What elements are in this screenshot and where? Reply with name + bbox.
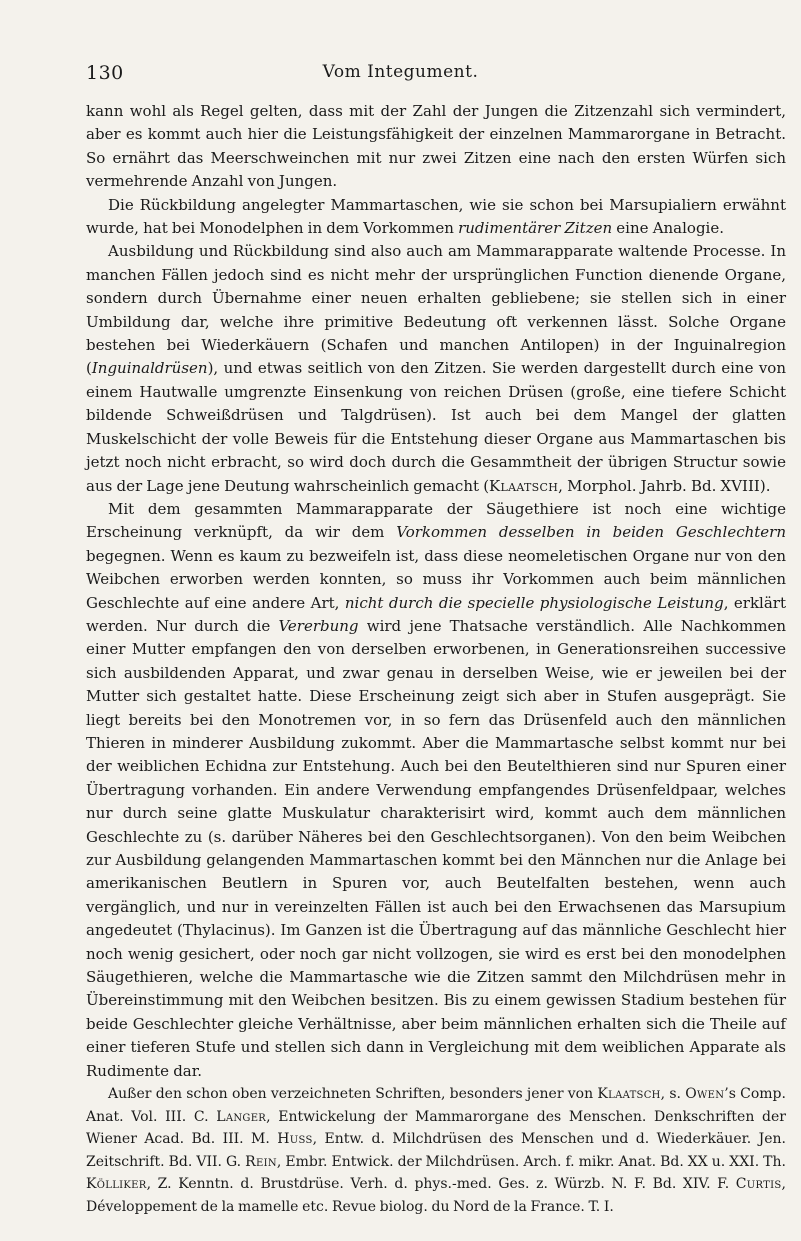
author-curtis: Curtis bbox=[735, 1176, 782, 1193]
paragraph-4-text: Mit dem gesammten Mammarapparate der Säugethiere ist noch eine wichtige Erscheinung verknüpft, da wir dem bbox=[86, 499, 786, 542]
author-klaatsch-ref: Klaatsch bbox=[597, 1086, 661, 1103]
literature-paragraph bbox=[86, 1083, 786, 1218]
author-koelliker: Kölliker bbox=[86, 1176, 147, 1193]
paragraph-3-mid: ), und etwas seitlich von den Zitzen. Sie werden dargestellt durch eine von einem Hautwalle umgrenzte Einsenkung von reichen Drüsen (große, eine tiefere Schicht bildende Schweißdrüsen und Talgdrüsen). Ist auch bei dem Mangel der glatten Muskelschicht der volle Beweis für die Entstehung dieser Organe aus Mammartaschen bis jetzt noch nicht erbracht, so wird doch durch die Gesammtheit der übrigen Structur sowie aus der Lage jene Deutung wahrscheinlich gemacht ( bbox=[86, 359, 786, 495]
emphasis-leistung: nicht durch die specielle physiologische Leistung bbox=[344, 593, 724, 612]
page-number: 130 bbox=[86, 62, 124, 84]
paragraph-2-text: Die Rückbildung angelegter Mammartaschen, wie sie schon bei Marsupialiern erwähnt wurde, hat bei Monodelphen in dem Vorkommen bbox=[86, 195, 786, 238]
paragraph-4 bbox=[86, 498, 786, 1083]
emphasis-rudimentaerer-zitzen: rudimentärer Zitzen bbox=[458, 219, 613, 238]
note-text: , Embr. Entwick. der Milchdrüsen. Arch. f. mikr. Anat. Bd. XX u. XXI. Th. bbox=[276, 1153, 786, 1170]
paragraph-4-tail: wird jene Thatsache verständlich. Alle Nachkommen einer Mutter empfangen den von derselben erworbenen, in Generationsreihen successive sich ausbildenden Apparat, und zwar genau in derselben Weise, wie er jeweilen bei der Mutter sich gestaltet hatte. Diese Erscheinung zeigt sich aber in Stufen ausgeprägt. Sie liegt bereits bei den Monotremen vor, in so fern das Drüsenfeld auch den männlichen Thieren in minderer Ausbildung zukommt. Aber die Mammartasche selbst kommt nur bei der weiblichen Echidna zur Entstehung. Auch bei den Beutelthieren sind nur Spuren einer Übertragung vorhanden. Ein andere Verwendung empfangendes Drüsenfeldpaar, welches nur durch seine glatte Muskulatur charakterisirt wird, kommt auch dem männlichen Geschlechte zu (s. darüber Näheres bei den Geschlechtsorganen). Von den beim Weibchen zur Ausbildung gelangenden Mammartaschen kommt bei den Männchen nur die Anlage bei amerikanischen Beutlern in Spuren vor, auch Beutelfalten bestehen, wenn auch vergänglich, und nur in vereinzelten Fällen ist auch bei den Erwachsenen das Marsupium angedeutet (Thylacinus). Im Ganzen ist die Übertragung auf das männliche Geschlecht hier noch wenig gesichert, oder noch gar nicht vollzogen, sie wird es erst bei den monodelphen Säugethieren, welche die Mammartasche wie die Zitzen sammt den Milchdrüsen mehr in Übereinstimmung mit den Weibchen besitzen. Bis zu einem gewissen Stadium bestehen für beide Geschlechter gleiche Verhältnisse, aber beim männlichen erhalten sich die Theile auf einer tieferen Stufe und stellen sich dann in Vergleichung mit dem weiblichen Apparate als Rudimente dar. bbox=[86, 616, 786, 1080]
paragraph-3-tail: , Morphol. Jahrb. Bd. XVIII). bbox=[558, 476, 771, 495]
author-huss: Huss bbox=[277, 1131, 313, 1148]
author-langer: Langer bbox=[216, 1108, 267, 1125]
paragraph-2 bbox=[86, 194, 786, 241]
main-text bbox=[86, 100, 786, 1218]
author-rein: Rein bbox=[245, 1153, 277, 1170]
author-klaatsch: Klaatsch bbox=[489, 476, 559, 495]
emphasis-vorkommen: Vorkommen desselben in beiden Geschlechtern bbox=[396, 523, 786, 542]
page-header bbox=[0, 62, 801, 86]
note-text: Außer den schon oben verzeichneten Schriften, besonders jener von bbox=[108, 1086, 598, 1103]
note-text: , Entwickelung der Mammarorgane des Menschen. Denkschriften der Wiener Acad. Bd. III. M. bbox=[86, 1108, 786, 1148]
paragraph-2-tail: eine Analogie. bbox=[612, 219, 724, 238]
running-head: Vom Integument. bbox=[322, 62, 479, 82]
emphasis-inguinaldruesen: Inguinaldrüsen bbox=[91, 359, 208, 378]
paragraph-3-text: Ausbildung und Rückbildung sind also auch am Mammarapparate waltende Processe. In manchen Fällen jedoch sind es nicht mehr der ursprünglichen Function dienende Organe, sondern durch Übernahme einer neuen erhalten gebliebene; sie stellen sich in einer Umbildung dar, welche ihre primitive Bedeutung oft verkennen lässt. Solche Organe bestehen bei Wiederkäuern (Schafen und manchen Antilopen) in der Inguinalregion ( bbox=[86, 242, 786, 378]
note-text: ’s Comp. Anat. Vol. III. C. bbox=[86, 1086, 786, 1125]
paragraph-1: kann wohl als Regel gelten, dass mit der Zahl der Jungen die Zitzenzahl sich vermindert, aber es kommt auch hier die Leistungsfähigkeit der einzelnen Mammarorgane in Betracht. So ernährt das Meerschweinchen mit nur zwei Zitzen eine nach den ersten Würfen sich vermehrende Anzahl von Jungen. bbox=[86, 102, 786, 191]
note-text: , Z. Kenntn. d. Brustdrüse. Verh. d. phys.-med. Ges. z. Würzb. N. F. Bd. XIV. F. bbox=[146, 1176, 736, 1193]
note-text: , Entw. d. Milchdrüsen des Menschen und d. Wiederkäuer. Jen. Zeitschrift. Bd. VII. G. bbox=[86, 1131, 786, 1170]
paragraph-3 bbox=[86, 240, 786, 497]
emphasis-vererbung: Vererbung bbox=[278, 616, 359, 635]
paragraph-4-mid-2: , erklärt werden. Nur durch die bbox=[86, 593, 786, 635]
note-text: , s. bbox=[660, 1086, 686, 1103]
paragraph-4-mid-1: begegnen. Wenn es kaum zu bezweifeln ist, dass diese neomeletischen Organe nur von den Weibchen erworben werden konnten, so muss ihr Vorkommen auch beim männlichen Geschlechte auf eine andere Art, bbox=[86, 546, 786, 612]
note-text: , Développement de la mamelle etc. Revue biolog. du Nord de la France. T. I. bbox=[86, 1176, 786, 1215]
literature-notes bbox=[86, 1083, 786, 1218]
author-owen: Owen bbox=[685, 1086, 725, 1103]
